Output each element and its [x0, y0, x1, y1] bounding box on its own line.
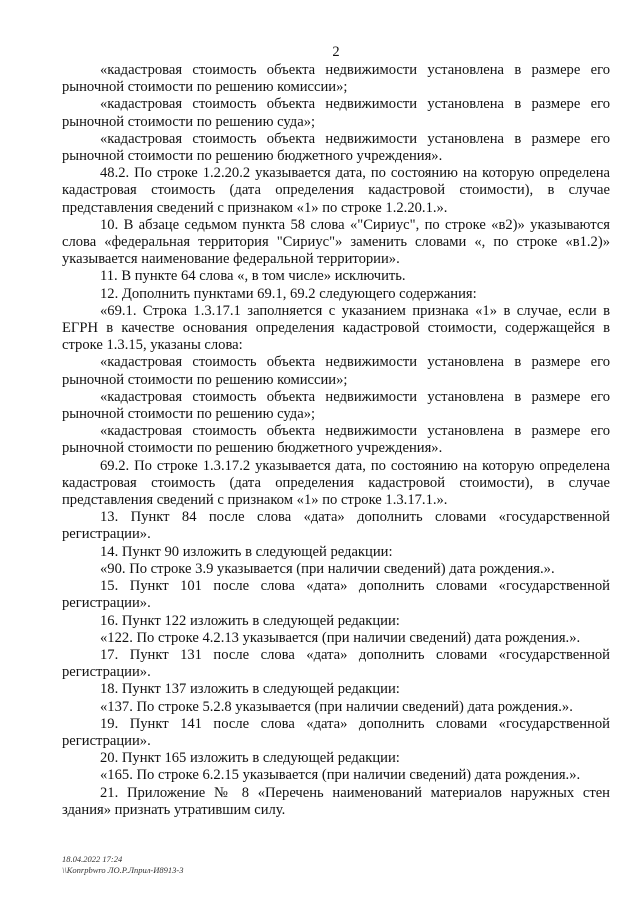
document-footer — [62, 854, 184, 875]
paragraph: «90. По строке 3.9 указывается (при наличии сведений) дата рождения.». — [100, 560, 555, 577]
paragraph: «кадастровая стоимость объекта недвижимости установлена в размере его рыночной стоимости по решению бюджетного учреждения». — [62, 130, 610, 165]
paragraph: «122. По строке 4.2.13 указывается (при наличии сведений) дата рождения.». — [100, 629, 581, 646]
paragraph: «кадастровая стоимость объекта недвижимости установлена в размере его рыночной стоимости по решению комиссии»; — [62, 354, 610, 388]
paragraph: 20. Пункт 165 изложить в следующей редакции: — [100, 750, 400, 767]
paragraph: «кадастровая стоимость объекта недвижимости установлена в размере его рыночной стоимости по решению комиссии»; — [62, 62, 610, 96]
paragraph: 21. Приложение № 8 «Перечень наименований материалов наружных стен здания» признать утратившим силу. — [62, 784, 610, 818]
paragraph: «кадастровая стоимость объекта недвижимости установлена в размере его рыночной стоимости по решению бюджетного учреждения». — [62, 423, 610, 457]
paragraph: 17. Пункт 131 после слова «дата» дополнить словами «государственной регистрации». — [62, 646, 610, 681]
footer-timestamp: 18.04.2022 17:24 — [62, 854, 123, 864]
paragraph: «137. По строке 5.2.8 указывается (при наличии сведений) дата рождения.». — [100, 698, 573, 715]
document-body — [62, 62, 610, 819]
paragraph: 48.2. По строке 1.2.20.2 указывается дата, по состоянию на которую определена кадастровая стоимость (дата определения кадастровой стоимости), в случае представления сведений с признаком «1» по строке 1.2.20.1.». — [62, 165, 610, 216]
paragraph: «69.1. Строка 1.3.17.1 заполняется с указанием признака «1» в случае, если в ЕГРН в качестве основания определения кадастровой стоимости, содержащейся в строке 1.3.15, указаны слова: — [62, 302, 610, 354]
paragraph: 14. Пункт 90 изложить в следующей редакции: — [100, 543, 393, 560]
paragraph: 11. В пункте 64 слова «, в том числе» исключить. — [100, 268, 406, 285]
paragraph: 19. Пункт 141 после слова «дата» дополнить словами «государственной регистрации». — [62, 715, 610, 749]
paragraph: «кадастровая стоимость объекта недвижимости установлена в размере его рыночной стоимости по решению суда»; — [62, 388, 610, 423]
paragraph: 12. Дополнить пунктами 69.1, 69.2 следующего содержания: — [100, 285, 477, 302]
paragraph: 16. Пункт 122 изложить в следующей редакции: — [100, 612, 400, 629]
paragraph: 15. Пункт 101 после слова «дата» дополнить словами «государственной регистрации». — [62, 578, 610, 612]
paragraph: «165. По строке 6.2.15 указывается (при наличии сведений) дата рождения.». — [100, 767, 581, 784]
paragraph: 13. Пункт 84 после слова «дата» дополнить словами «государственной регистрации». — [62, 509, 610, 543]
paragraph: «кадастровая стоимость объекта недвижимости установлена в размере его рыночной стоимости по решению суда»; — [62, 96, 610, 130]
footer-file-path: \\Konrpbwro ЛО.Р.Лприл-И8913-3 — [62, 864, 184, 875]
paragraph: 18. Пункт 137 изложить в следующей редакции: — [100, 681, 400, 698]
paragraph: 69.2. По строке 1.3.17.2 указывается дата, по состоянию на которую определена кадастровая стоимость (дата определения кадастровой стоимости), в случае представления сведений с признаком «1» по строке 1.3.17.1.». — [62, 457, 610, 509]
paragraph: 10. В абзаце седьмом пункта 58 слова «"Сириус", по строке «в2)» указываются слова «федеральная территория "Сириус"» заменить словами «, по строке «в1.2)» указывается наименование федеральной территории». — [62, 216, 610, 268]
page-number: 2 — [332, 44, 340, 60]
